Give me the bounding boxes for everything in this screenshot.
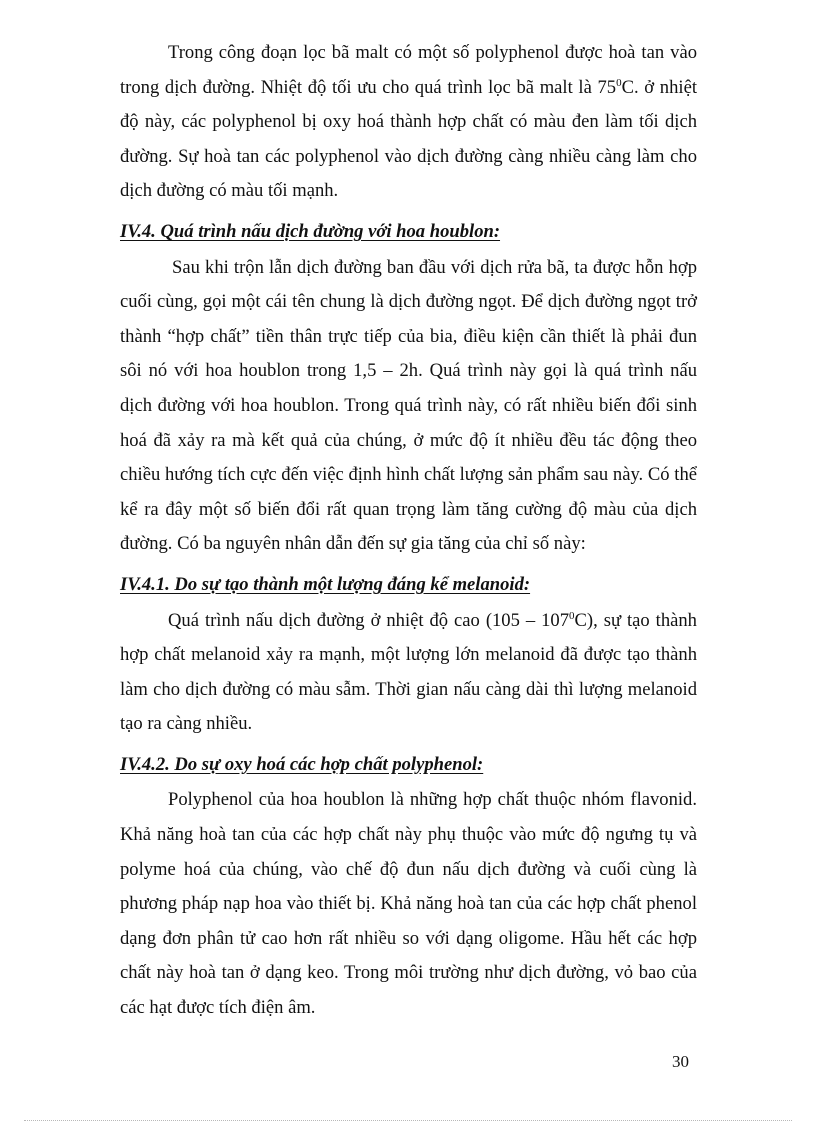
document-page xyxy=(120,36,697,1026)
paragraph-melanoid xyxy=(120,604,697,742)
paragraph-text: C), sự tạo thành hợp chất melanoid xảy ra mạnh, một lượng lớn melanoid đã được tạo thành làm cho dịch đường có màu sẫm. Thời gian nấu càng dài thì lượng melanoid tạo ra càng nhiều. xyxy=(120,609,697,735)
paragraph-polyphenol-filtering xyxy=(120,36,697,209)
paragraph-text: C. ở nhiệt độ này, các polyphenol bị oxy hoá thành hợp chất có màu đen làm tối dịch đường. Sự hoà tan các polyphenol vào dịch đường càng nhiều càng làm cho dịch đường có màu tối mạnh. xyxy=(120,76,697,202)
degree-superscript: 0 xyxy=(569,609,575,622)
section-heading-iv42: IV.4.2. Do sự oxy hoá các hợp chất polyphenol: xyxy=(120,753,484,775)
section-heading-iv41: IV.4.1. Do sự tạo thành một lượng đáng kể melanoid: xyxy=(120,573,531,595)
paragraph-polyphenol-oxidation: Polyphenol của hoa houblon là những hợp chất thuộc nhóm flavonid. Khả năng hoà tan của các hợp chất này phụ thuộc vào mức độ ngưng tụ và polyme hoá của chúng, vào chế độ đun nấu dịch đường và cuối cùng là phương pháp nạp hoa vào thiết bị. Khả năng hoà tan của các hợp chất phenol dạng đơn phân tử cao hơn rất nhiều so với dạng oligome. Hầu hết các hợp chất này hoà tan ở dạng keo. Trong môi trường như dịch đường, vỏ bao của các hạt được tích điện âm. xyxy=(120,789,697,1019)
degree-superscript: 0 xyxy=(616,76,622,89)
section-heading-iv4: IV.4. Quá trình nấu dịch đường với hoa houblon: xyxy=(120,220,501,242)
page-number: 30 xyxy=(672,1052,689,1071)
paragraph-boiling-wort: Sau khi trộn lẫn dịch đường ban đầu với dịch rửa bã, ta được hỗn hợp cuối cùng, gọi một cái tên chung là dịch đường ngọt. Để dịch đường ngọt trở thành “hợp chất” tiền thân trực tiếp của bia, điều kiện cần thiết là phải đun sôi nó với hoa houblon trong 1,5 – 2h. Quá trình này gọi là quá trình nấu dịch đường với hoa houblon. Trong quá trình này, có rất nhiều biến đổi sinh hoá đã xảy ra mà kết quả của chúng, ở mức độ ít nhiều đều tác động theo chiều hướng tích cực đến việc định hình chất lượng sản phẩm sau này. Có thể kể ra đây một số biến đổi rất quan trọng làm tăng cường độ màu của dịch đường. Có ba nguyên nhân dẫn đến sự gia tăng của chỉ số này: xyxy=(120,256,697,555)
paragraph-text: Trong công đoạn lọc bã malt có một số polyphenol được hoà tan vào trong dịch đường. Nhiệt độ tối ưu cho quá trình lọc bã malt là 75 xyxy=(120,42,697,98)
footer-divider xyxy=(24,1120,792,1121)
paragraph-text: Quá trình nấu dịch đường ở nhiệt độ cao (105 – 107 xyxy=(168,609,570,631)
